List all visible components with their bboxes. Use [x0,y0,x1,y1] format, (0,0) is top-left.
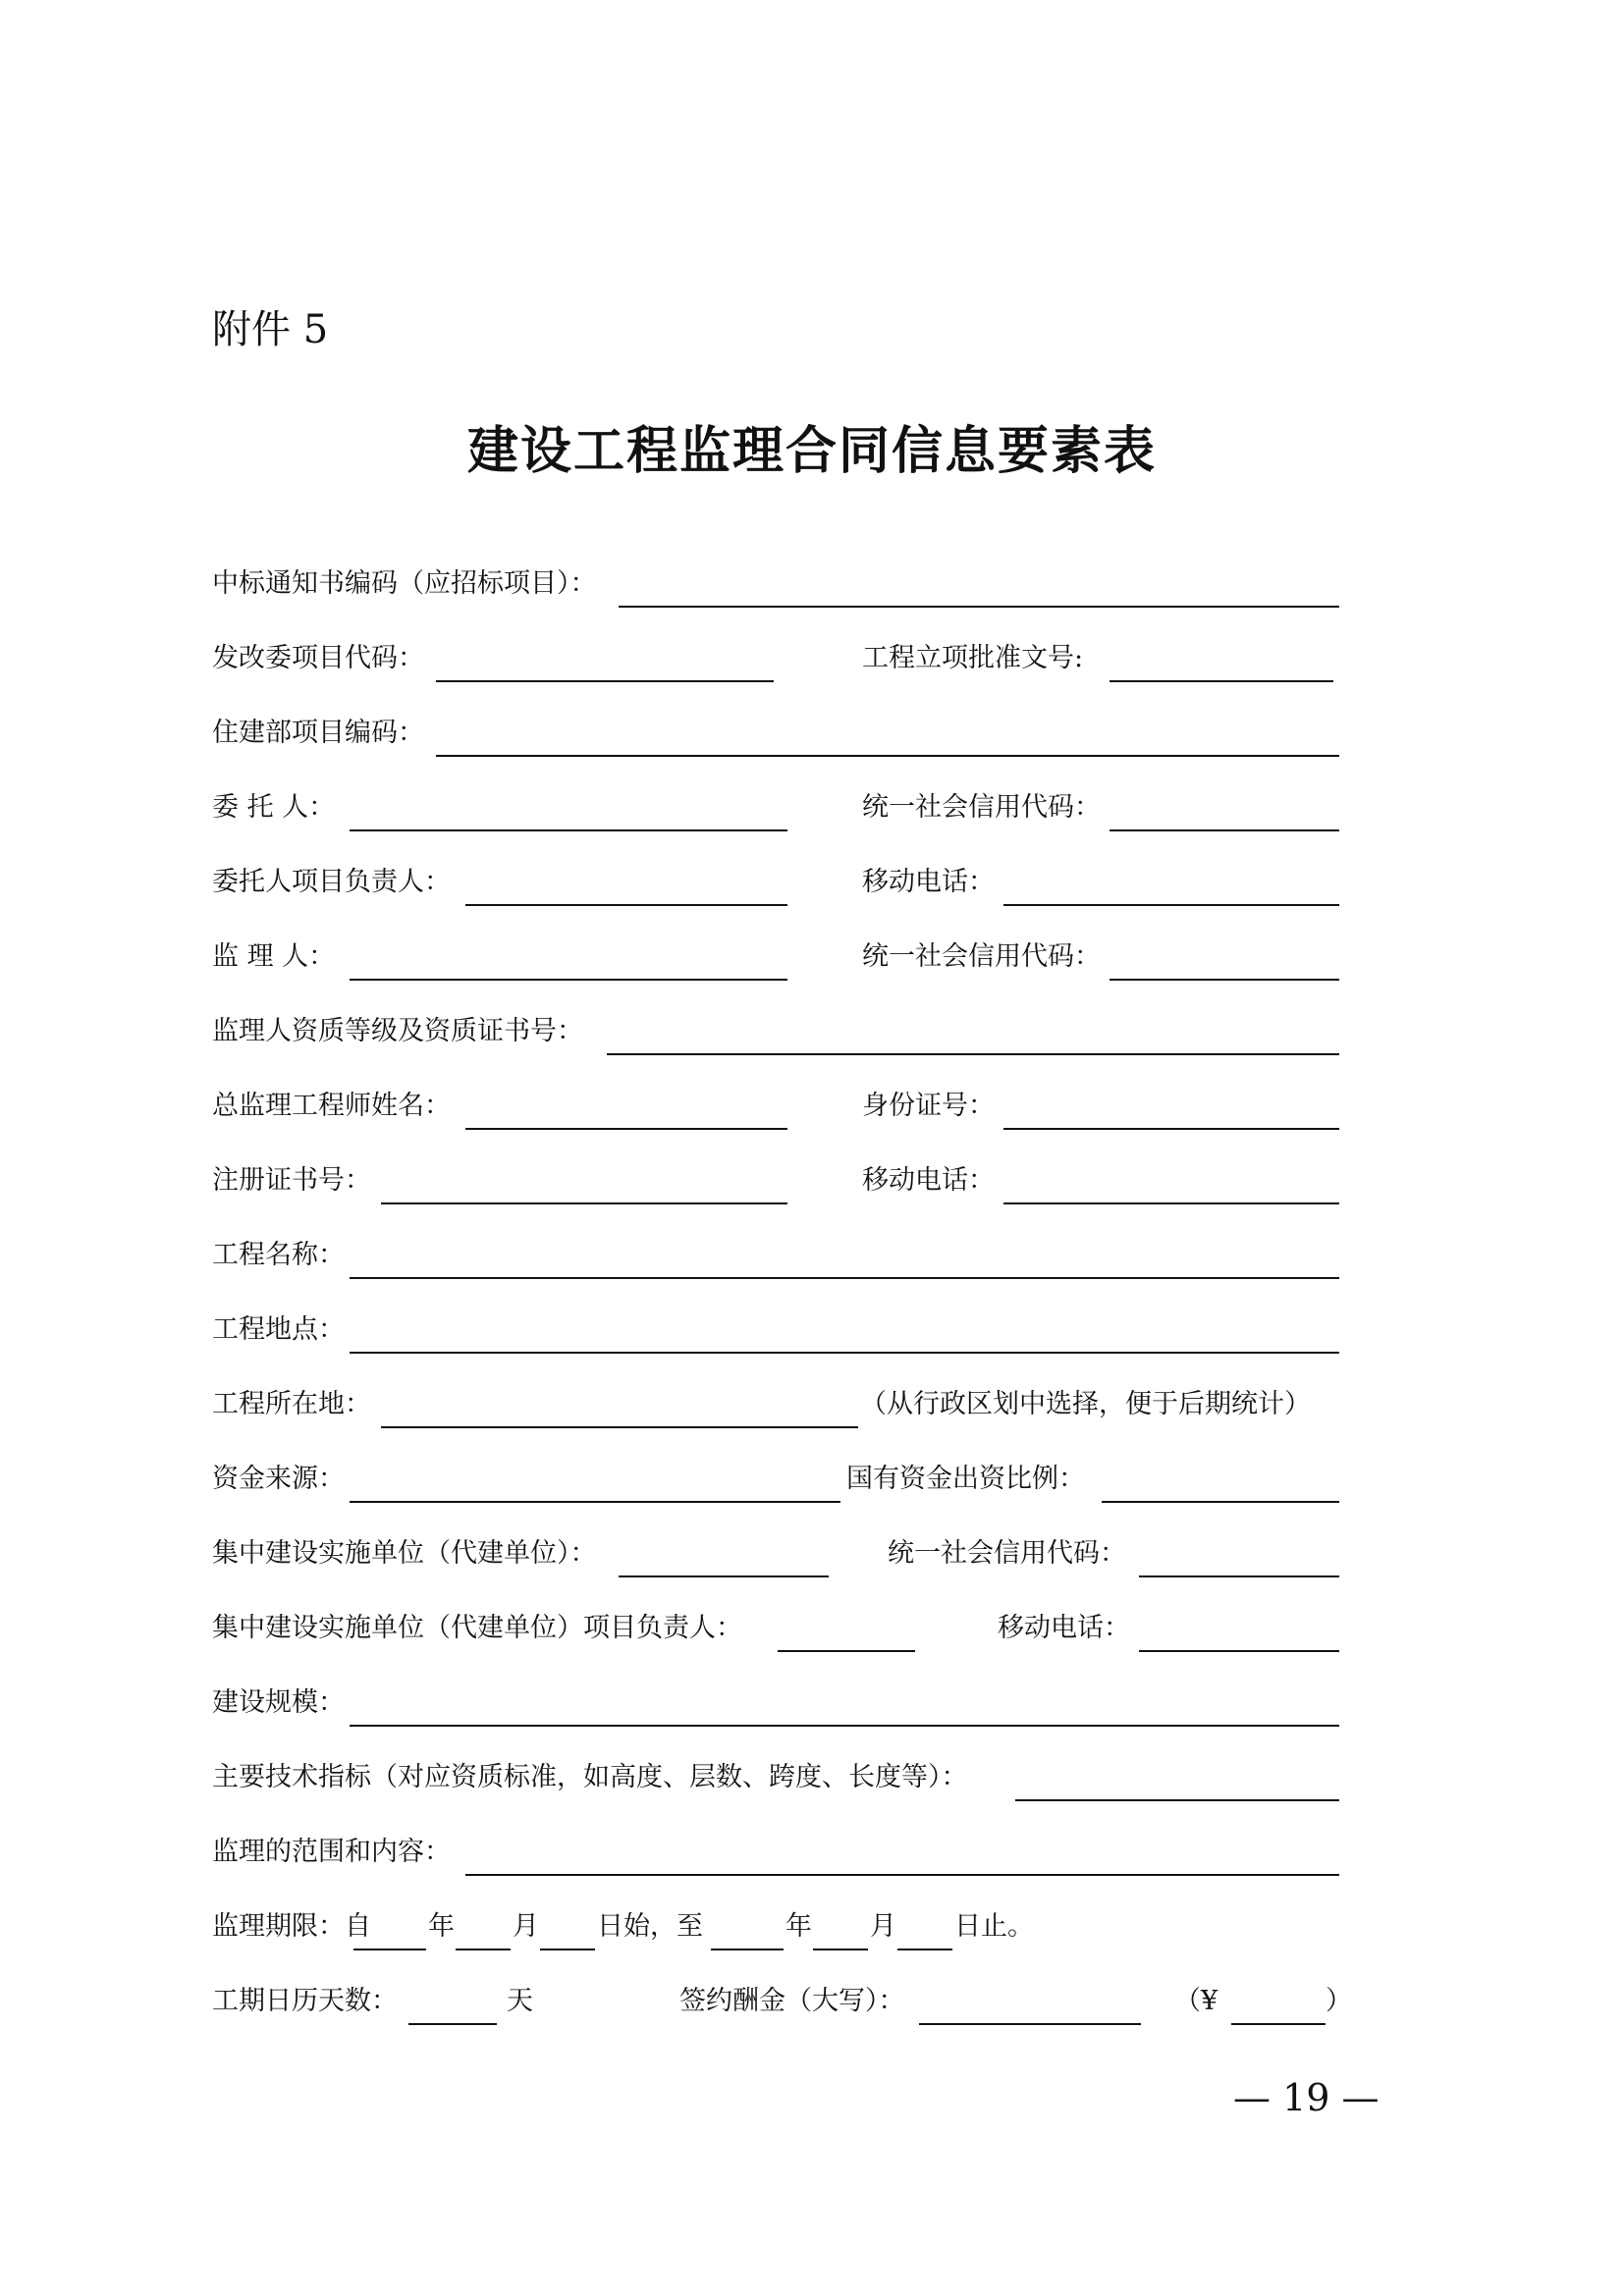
blank-construction-scale[interactable] [350,1725,1339,1727]
row-client [212,783,1339,832]
label-day-end: 日止。 [954,1911,1034,1942]
blank-client-mobile[interactable] [1003,904,1339,906]
blank-central-unit-mobile[interactable] [1139,1650,1339,1652]
blank-id-number[interactable] [1003,1128,1339,1130]
label-central-unit-manager: 集中建设实施单位（代建单位）项目负责人： [212,1613,742,1643]
row-construction-scale [212,1679,1339,1728]
label-scope-content: 监理的范围和内容： [212,1837,451,1867]
row-supervision-period [212,1902,1339,1951]
row-supervisor [212,933,1339,982]
label-month-2: 月 [870,1911,896,1942]
blank-fund-source[interactable] [350,1501,840,1503]
row-client-manager [212,858,1339,907]
label-central-unit-mobile: 移动电话： [998,1613,1130,1643]
label-project-site: 工程地点： [212,1314,345,1345]
blank-mohurd-project-code[interactable] [436,755,1339,757]
page-number: — 19 — [1233,2076,1380,2119]
label-bid-notice-code: 中标通知书编码（应招标项目）： [212,568,597,599]
label-contract-fee: 签约酬金（大写）： [679,1986,905,2016]
row-project-name [212,1231,1339,1280]
label-project-name: 工程名称： [212,1240,345,1270]
blank-scope-content[interactable] [465,1874,1339,1876]
row-project-site [212,1306,1339,1355]
blank-client-manager[interactable] [465,904,787,906]
label-period: 监理期限：自 [212,1911,371,1942]
label-approval-doc-no: 工程立项批准文号: [862,643,1084,673]
blank-end-day[interactable] [897,1949,952,1950]
row-supervisor-qualification [212,1007,1339,1056]
label-mohurd-project-code: 住建部项目编码： [212,718,424,748]
blank-supervisor[interactable] [350,979,787,981]
blank-start-day[interactable] [540,1949,595,1950]
blank-project-name[interactable] [350,1277,1339,1279]
blank-client-credit-code[interactable] [1110,829,1339,831]
label-id-number: 身份证号： [862,1091,995,1121]
attachment-label: 附件 5 [212,307,329,352]
row-project-location [212,1380,1339,1429]
blank-central-unit-credit-code[interactable] [1139,1575,1339,1577]
blank-central-unit[interactable] [619,1575,829,1577]
label-supervisor-credit-code: 统一社会信用代码： [862,941,1101,972]
label-fee-yuan-open: （¥ [1174,1986,1218,2016]
row-tech-indicators [212,1753,1339,1802]
label-engineer-mobile: 移动电话： [862,1165,995,1196]
blank-chief-engineer-name[interactable] [465,1128,787,1130]
label-calendar-days: 工期日历天数： [212,1986,398,2016]
blank-supervisor-credit-code[interactable] [1110,979,1339,981]
blank-engineer-mobile[interactable] [1003,1202,1339,1204]
blank-end-year[interactable] [711,1949,784,1950]
label-construction-scale: 建设规模： [212,1687,345,1718]
label-tech-indicators: 主要技术指标（对应资质标准，如高度、层数、跨度、长度等）： [212,1762,968,1792]
blank-start-month[interactable] [456,1949,511,1950]
label-central-unit: 集中建设实施单位（代建单位）： [212,1538,597,1569]
row-ndrc [212,634,1339,683]
row-central-unit [212,1529,1339,1578]
blank-bid-notice-code[interactable] [619,606,1339,608]
row-scope-content [212,1828,1339,1877]
label-central-unit-credit-code: 统一社会信用代码： [888,1538,1126,1569]
blank-calendar-days[interactable] [408,2023,497,2025]
blank-approval-doc-no[interactable] [1110,680,1333,682]
label-chief-engineer-name: 总监理工程师姓名： [212,1091,451,1121]
label-ndrc-project-code: 发改委项目代码： [212,643,424,673]
row-mohurd [212,709,1339,758]
label-year-2: 年 [785,1911,812,1942]
note-project-location: （从行政区划中选择，便于后期统计） [860,1389,1311,1419]
blank-fee-yuan[interactable] [1231,2023,1326,2025]
label-supervisor-qualification: 监理人资质等级及资质证书号： [212,1016,583,1046]
label-day-start: 日始，至 [597,1911,703,1942]
row-calendar-fee [212,1977,1352,2026]
blank-central-unit-manager[interactable] [778,1650,915,1652]
row-fund-source [212,1455,1339,1504]
label-client-mobile: 移动电话： [862,867,995,897]
label-client: 委 托 人： [212,792,336,823]
row-bid-notice [212,560,1339,609]
blank-project-location[interactable] [381,1426,858,1428]
blank-contract-fee[interactable] [919,2023,1141,2025]
form-title: 建设工程监理合同信息要素表 [466,421,1157,481]
blank-project-site[interactable] [350,1352,1339,1354]
label-registration-cert-no: 注册证书号： [212,1165,371,1196]
blank-tech-indicators[interactable] [1015,1799,1339,1801]
label-client-manager: 委托人项目负责人： [212,867,451,897]
label-fee-yuan-close: ） [1326,1986,1352,2016]
blank-state-fund-ratio[interactable] [1102,1501,1339,1503]
blank-registration-cert-no[interactable] [381,1202,787,1204]
label-days-unit: 天 [507,1986,533,2016]
blank-start-year[interactable] [353,1949,426,1950]
blank-ndrc-project-code[interactable] [436,680,774,682]
row-chief-engineer [212,1082,1339,1131]
label-year-1: 年 [428,1911,455,1942]
blank-end-month[interactable] [813,1949,868,1950]
label-fund-source: 资金来源： [212,1464,345,1494]
label-supervisor: 监 理 人： [212,941,336,972]
label-state-fund-ratio: 国有资金出资比例： [846,1464,1085,1494]
blank-client[interactable] [350,829,787,831]
label-project-location: 工程所在地： [212,1389,371,1419]
row-central-unit-manager [212,1604,1339,1653]
row-registration [212,1156,1339,1205]
label-client-credit-code: 统一社会信用代码： [862,792,1101,823]
label-month-1: 月 [513,1911,539,1942]
blank-supervisor-qualification[interactable] [607,1053,1339,1055]
